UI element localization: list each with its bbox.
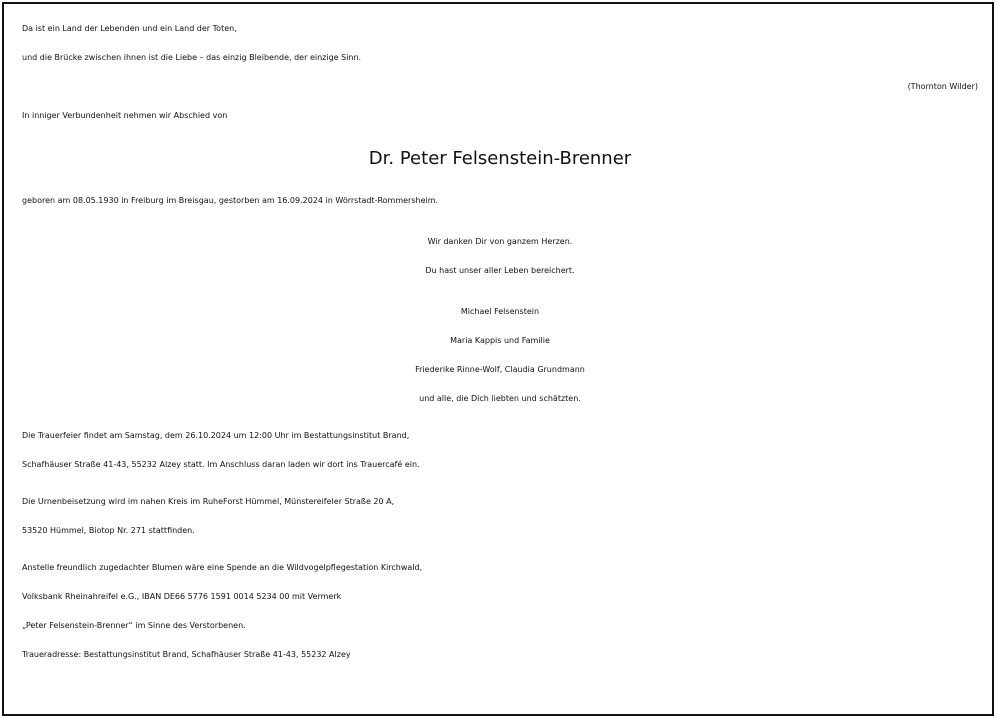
- funeral-line-1: Die Trauerfeier findet am Samstag, dem 26.10.2024 um 12:00 Uhr im Bestattungsinstitut Brand,: [22, 431, 410, 440]
- donation-line-3: „Peter Felsenstein-Brenner“ im Sinne des Verstorbenen.: [22, 621, 246, 630]
- mourner-4: und alle, die Dich liebten und schätzten.: [419, 394, 581, 403]
- funeral-line-2: Schafhäuser Straße 41-43, 55232 Alzey statt. Im Anschluss daran laden wir dort ins Trauercafé ein.: [22, 460, 420, 469]
- quote-line-2: und die Brücke zwischen ihnen ist die Liebe – das einzig Bleibende, der einzige Sinn.: [22, 53, 362, 62]
- urn-line-1: Die Urnenbeisetzung wird im nahen Kreis im RuheForst Hümmel, Münstereifeler Straße 20 A,: [22, 497, 395, 506]
- mourner-3: Friederike Rinne-Wolf, Claudia Grundmann: [415, 365, 585, 374]
- obituary-notice: [22, 14, 978, 669]
- mourner-2: Maria Kappis und Familie: [450, 336, 550, 345]
- donation-line-1: Anstelle freundlich zugedachter Blumen wäre eine Spende an die Wildvogelpflegestation Kirchwald,: [22, 563, 423, 572]
- mourner-1: Michael Felsenstein: [460, 307, 540, 316]
- urn-line-2: 53520 Hümmel, Biotop Nr. 271 stattfinden.: [22, 526, 195, 535]
- thanks-line-2: Du hast unser aller Leben bereichert.: [425, 266, 575, 275]
- mourning-address: Traueradresse: Bestattungsinstitut Brand, Schafhäuser Straße 41-43, 55232 Alzey: [22, 650, 351, 659]
- thanks-line-1: Wir danken Dir von ganzem Herzen.: [427, 237, 573, 246]
- quote-author: (Thornton Wilder): [907, 82, 978, 91]
- intro-text: In inniger Verbundenheit nehmen wir Abschied von: [22, 111, 228, 120]
- deceased-name: Dr. Peter Felsenstein-Brenner: [368, 148, 632, 169]
- quote-line-1: Da ist ein Land der Lebenden und ein Land der Toten,: [22, 24, 237, 33]
- deceased-dates: geboren am 08.05.1930 in Freiburg im Breisgau, gestorben am 16.09.2024 in Wörrstadt-Rommersheim.: [22, 196, 439, 205]
- donation-line-2: Volksbank Rheinahreifel e.G., IBAN DE66 5776 1591 0014 5234 00 mit Vermerk: [22, 592, 342, 601]
